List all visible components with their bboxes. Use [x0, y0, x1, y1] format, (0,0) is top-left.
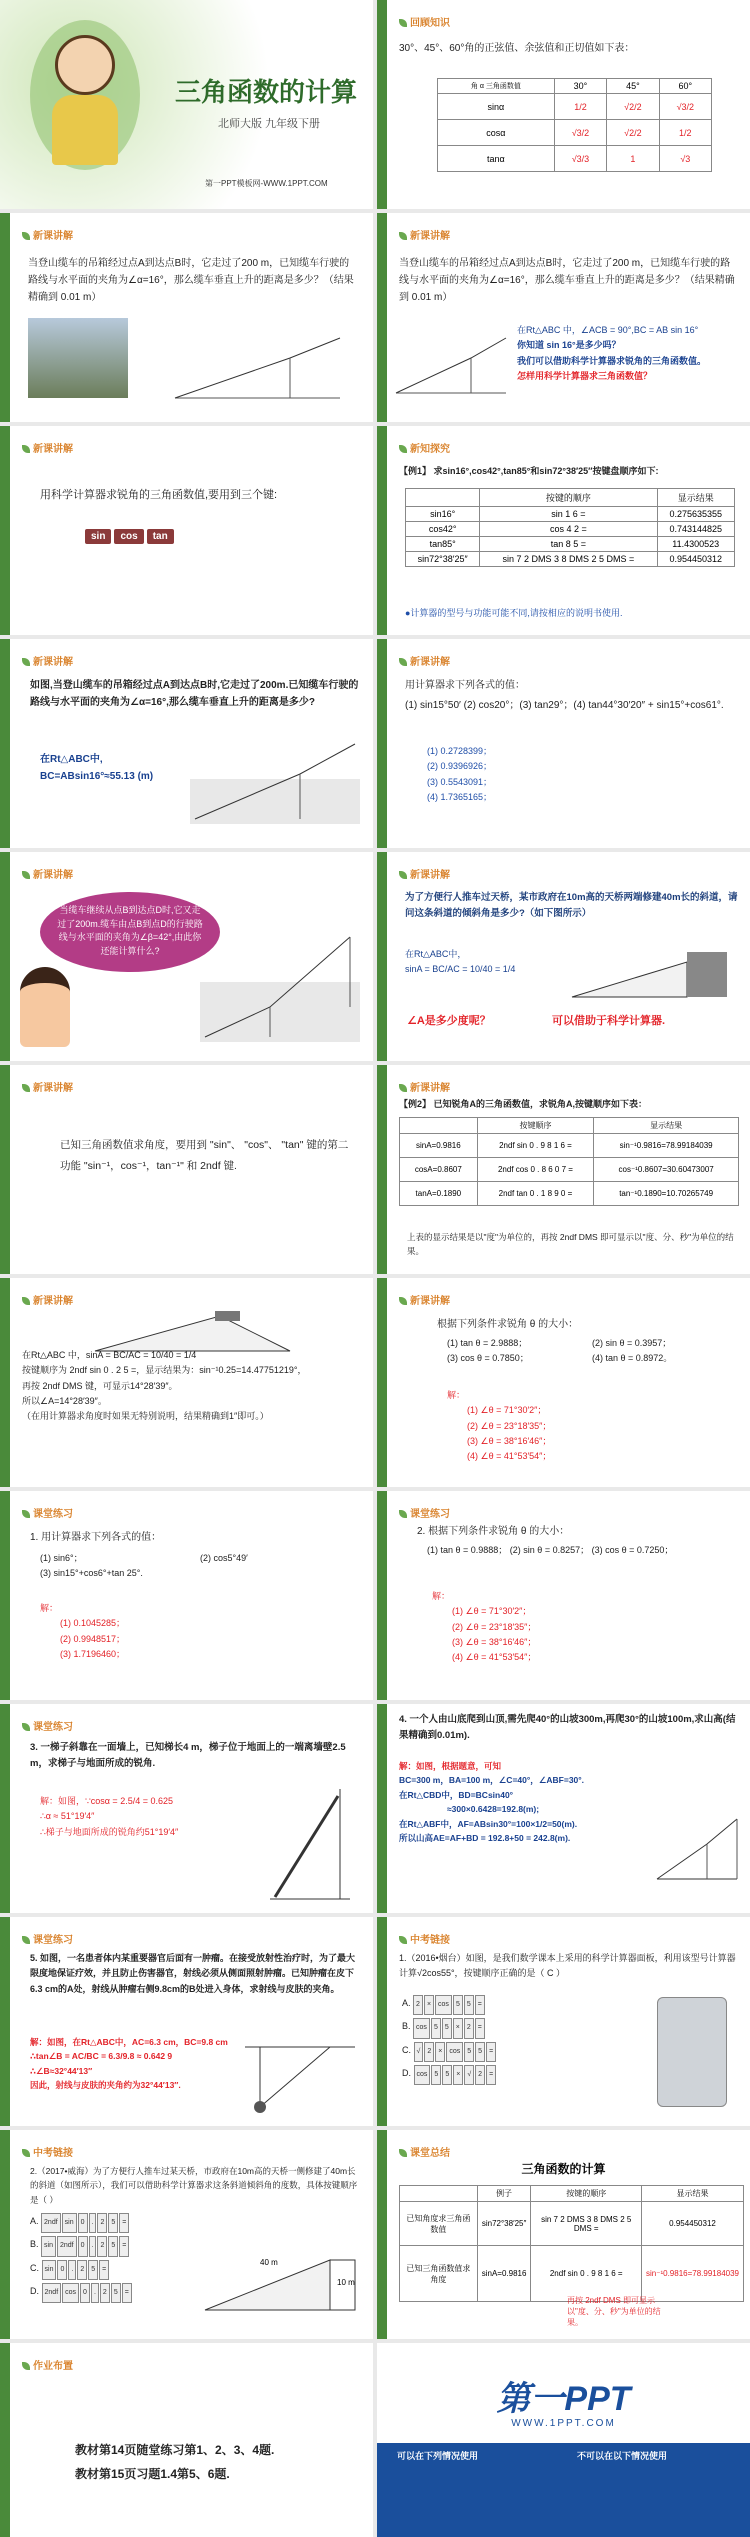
can-use-heading: 可以在下列情况使用: [397, 2451, 479, 2461]
homework-item: 教材第14页随堂练习第1、2、3、4题.: [75, 2443, 275, 2457]
slide-header: 新课讲解: [22, 227, 73, 242]
table-cell: sin 1 6 =: [480, 507, 657, 522]
question-item: (3) sin15°+cos6°+tan 25°.: [40, 1568, 143, 1579]
col-header: 例子: [477, 2186, 531, 2202]
ramp-diagram: [200, 2230, 360, 2320]
cable-diagram: [190, 734, 360, 824]
answer-line: BC=ABsin16°≈55.13 (m): [40, 771, 154, 782]
slide-sidebar: [0, 1917, 10, 2126]
answer-block: [447, 1388, 707, 1464]
answer-block: [22, 1348, 367, 1424]
slide-calc-exercise: [377, 639, 750, 848]
col-header: 按键的顺序: [531, 2186, 642, 2202]
boy-body: [52, 95, 118, 165]
review-intro: 30°、45°、60°角的正弦值、余弦值和正切值如下表：: [399, 43, 635, 54]
ramp-length-label: 40 m: [260, 2258, 278, 2267]
table-cell: √2/2: [607, 94, 659, 120]
answer-line: 在Rt△ABC中,: [40, 754, 103, 765]
slide-header: 新课讲解: [22, 653, 73, 668]
question-item: (1) sin6°；: [40, 1553, 83, 1563]
slide-sidebar: [377, 639, 387, 848]
slide-sidebar: [0, 426, 10, 635]
table-cell: 2ndf cos 0 . 8 6 0 7 =: [477, 1158, 594, 1182]
table-cell: cosA=0.8607: [400, 1158, 478, 1182]
table-cell: tanA=0.1890: [400, 1182, 478, 1206]
answer-line: 在Rt△ABC 中，sinA = BC/AC = 10/40 = 1/4: [22, 1350, 197, 1360]
table-cell: 11.4300523: [657, 537, 735, 552]
slide-header: 新课讲解: [22, 1079, 73, 1094]
answer-line: (3) 0.5543091；: [427, 776, 493, 787]
leaf-icon: [399, 1084, 407, 1092]
slide-sidebar: [377, 1065, 387, 1274]
exercise-title: 1. 用计算器求下列各式的值：: [30, 1532, 162, 1543]
table-cell: sin72°38′25″: [406, 552, 480, 567]
slide-branding: [377, 2343, 750, 2537]
answer-block: [427, 744, 627, 805]
slide-header: 新课讲解: [399, 866, 450, 881]
exercise-questions: [447, 1336, 737, 1367]
slide-sidebar: [0, 213, 10, 422]
leaf-icon: [399, 1510, 407, 1518]
answer-label: 解：: [447, 1390, 466, 1400]
leaf-icon: [22, 1297, 30, 1305]
slide-cable-car: [0, 213, 373, 422]
answer-line: (2) 0.9396926；: [427, 761, 493, 772]
slide-sidebar: [377, 213, 387, 422]
answer-line: 你知道 sin 16°是多少吗？: [517, 340, 621, 351]
option-d: D. cos 5 5 × √ 2 =: [402, 2062, 642, 2085]
slide-sidebar: [377, 1491, 387, 1700]
slide-example1: [377, 426, 750, 635]
slide-cover: [0, 0, 373, 209]
col-header: 60°: [659, 79, 711, 94]
col-header: [406, 489, 480, 507]
slide-sidebar: [0, 2130, 10, 2339]
col-header: 30°: [554, 79, 606, 94]
slide-sidebar: [377, 1704, 387, 1913]
table-cell: √3: [659, 146, 711, 172]
table-cell: √3/3: [554, 146, 606, 172]
option-a: A. 2ndf sin 0 . 2 5 =: [30, 2210, 210, 2233]
col-header: 按键顺序: [477, 1118, 594, 1134]
leaf-icon: [399, 19, 407, 27]
ladder-diagram: [260, 1784, 360, 1904]
table-cell: sin 7 2 DMS 3 8 DMS 2 5 DMS =: [480, 552, 657, 567]
question-text: 可以借助于科学计算器.: [552, 1015, 666, 1027]
question-item: (4) tan θ = 0.8972。: [592, 1353, 673, 1364]
summary-note: 再按 2ndf DMS 即可显示以"度、分、秒"为单位的结果。: [567, 2296, 661, 2327]
problem-text: 为了方便行人推车过天桥，某市政府在10m高的天桥两端修建40m长的斜道，请问这条斜道的倾斜角是多少?（如下图所示）: [405, 892, 738, 920]
slide-sidebar: [0, 1065, 10, 1274]
answer-line: sinA = BC/AC = 10/40 = 1/4: [405, 964, 516, 975]
brand-url: WWW.1PPT.COM: [511, 2418, 616, 2429]
homework-list: [75, 2438, 365, 2486]
slide-header: 作业布置: [22, 2357, 73, 2372]
answer-line: 怎样用科学计算器求三角函数值？: [517, 370, 653, 381]
row-header: cosα: [438, 120, 555, 146]
answer-line: (1) ∠θ = 71°30′2″；: [452, 1606, 532, 1617]
example-title: 【例2】 已知锐角A的三角函数值，求锐角A,按键顺序如下表：: [399, 1099, 648, 1109]
slide-header: 新课讲解: [399, 1292, 450, 1307]
speech-bubble: 当缆车继续从点B到达点D时,它又走过了200m.缆车由点B到点D的行驶路线与水平面的夹角为∠β=42°,由此你还能计算什么?: [40, 892, 220, 972]
slide-ramp-solution: [0, 1278, 373, 1487]
answer-line: 按键顺序为 2ndf sin 0 . 2 5 =，显示结果为：sin⁻¹0.25=14.47751219°，: [22, 1365, 307, 1376]
answer-block: [399, 1759, 659, 1846]
slide-header: 新课讲解: [399, 653, 450, 668]
slide-sidebar: [377, 1278, 387, 1487]
table-cell: sin⁻¹0.9816=78.99184039: [594, 1134, 739, 1158]
slide-sidebar: [377, 852, 387, 1061]
cover-title: 三角函数的计算: [175, 77, 358, 107]
key-row: [85, 526, 177, 544]
slide-angle-exercise: [377, 1278, 750, 1487]
slide-summary: [377, 2130, 750, 2339]
leaf-icon: [22, 2362, 30, 2370]
cable-diagram: [391, 328, 511, 398]
slide-ladder: [0, 1704, 373, 1913]
answer-line: (2) 0.9948517；: [60, 1633, 126, 1644]
slide-sidebar: [377, 0, 387, 209]
answer-line: 我们可以借助科学计算器求锐角的三角函数值。: [517, 355, 707, 366]
table-cell: tan85°: [406, 537, 480, 552]
answer-line: ∴tan∠B = AC/BC = 6.3/9.8 ≈ 0.642 9: [30, 2051, 173, 2062]
example-note: 上表的显示结果是以"度"为单位的，再按 2ndf DMS 即可显示以"度、分、秒"为单位的结果。: [407, 1232, 734, 1257]
exercise-questions: (1) tan θ = 0.9888； (2) sin θ = 0.8257； (3) cos θ = 0.7250；: [427, 1545, 674, 1555]
problem-text: 5. 如图，一名患者体内某重要器官后面有一肿瘤。在接受放射性治疗时，为了最大限度地保证疗效，并且防止伤害器官，射线必须从侧面照射肿瘤。已知肿瘤在皮下6.3 cm的A处，射线从肿瘤右侧9.8cm的B处进入身体，求射线与皮肤的夹角。: [30, 1953, 356, 1994]
answer-line: BC=300 m，BA=100 m，∠C=40°，∠ABF=30°.: [399, 1775, 585, 1786]
leaf-icon: [399, 1297, 407, 1305]
answer-line: (1) 0.2728399；: [427, 746, 493, 756]
leaf-icon: [399, 2149, 407, 2157]
option-c: C. √ 2 × cos 5 5 =: [402, 2039, 642, 2062]
table-cell: 0.275635355: [657, 507, 735, 522]
answer-block: [30, 2035, 230, 2093]
inverse-text: 已知三角函数值求角度，要用到 "sin"、 "cos"、 "tan" 键的第二功能 "sin⁻¹，cos⁻¹，tan⁻¹" 和 2ndf 键.: [60, 1139, 349, 1172]
slide-header: 回顾知识: [399, 14, 450, 29]
answer-line: 解：如图，在Rt△ABC中，AC=6.3 cm，BC=9.8 cm: [30, 2037, 228, 2047]
slide-cable-question: [377, 213, 750, 422]
answer-line: （在用计算器求角度时如果无特别说明，结果精确到1″即可。）: [22, 1411, 269, 1422]
table-cell: 0.954450312: [657, 552, 735, 567]
answer-block: [432, 1589, 692, 1665]
leaf-icon: [22, 1723, 30, 1731]
slide-header: 新课讲解: [399, 227, 450, 242]
answer-line: ∴梯子与地面所成的锐角约51°19′4″: [40, 1826, 179, 1837]
table-cell: 已知三角函数值求角度: [400, 2246, 478, 2302]
leaf-icon: [22, 445, 30, 453]
answer-line: 再按 2ndf DMS 键，可显示14°28′39″。: [22, 1380, 178, 1391]
col-header: 显示结果: [642, 2186, 744, 2202]
brand-logo: 第一PPT: [496, 2380, 631, 2418]
slide-continue: [0, 852, 373, 1061]
row-header: tanα: [438, 146, 555, 172]
table-cell: 1/2: [554, 94, 606, 120]
col-header: [400, 1118, 478, 1134]
table-cell: 已知角度求三角函数值: [400, 2202, 478, 2246]
slide-header: 新课讲解: [22, 866, 73, 881]
slide-sidebar: [0, 852, 10, 1061]
tumor-diagram: [240, 2027, 360, 2117]
option-a: A. 2 × cos 5 5 =: [402, 1992, 642, 2015]
boy-illustration: [55, 35, 115, 95]
answer-line: 因此，射线与皮肤的夹角约为32°44′13″.: [30, 2080, 181, 2091]
leaf-icon: [399, 232, 407, 240]
summary-title: 三角函数的计算: [521, 2162, 606, 2176]
answer-block: [40, 751, 190, 785]
leaf-icon: [22, 2149, 30, 2157]
cable-car-photo: [28, 318, 128, 398]
cover-site: 第一PPT模板网-WWW.1PPT.COM: [205, 179, 328, 188]
girl-illustration: [20, 967, 70, 1047]
exercise-title: 2. 根据下列条件求锐角 θ 的大小：: [417, 1526, 570, 1537]
col-header: 显示结果: [657, 489, 735, 507]
answer-line: (4) ∠θ = 41°53′54″；: [467, 1451, 552, 1462]
slide-header: 课堂总结: [399, 2144, 450, 2159]
slide-header: 中考链接: [22, 2144, 73, 2159]
slide-sidebar: [0, 639, 10, 848]
leaf-icon: [22, 871, 30, 879]
slide-practice1: [0, 1491, 373, 1700]
answer-block: [405, 947, 555, 978]
problem-text: 3. 一梯子斜靠在一面墙上，已知梯长4 m，梯子位于地面上的一端离墙壁2.5 m，求梯子与地面所成的锐角.: [30, 1742, 346, 1770]
leaf-icon: [399, 658, 407, 666]
problem-text: 1.（2016•烟台）如图，是我们数学课本上采用的科学计算器面板，利用该型号计算器计算√2cos55°，按键顺序正确的是（ C ）: [399, 1953, 736, 1979]
problem-text: 当登山缆车的吊箱经过点A到达点B时，它走过了200 m，已知缆车行驶的路线与水平面的夹角为∠α=16°，那么缆车垂直上升的距离是多少？（结果精确到 0.01 m）: [28, 258, 354, 303]
table-cell: sin72°38′25″: [477, 2202, 531, 2246]
option-d: D. 2ndf cos 0 . 2 5 =: [30, 2280, 210, 2303]
slide-ramp: [377, 852, 750, 1061]
leaf-icon: [22, 1084, 30, 1092]
leaf-icon: [399, 1936, 407, 1944]
example-note: ●计算器的型号与功能可能不同,请按相应的说明书使用.: [405, 608, 623, 618]
answer-line: (4) 1.7365165；: [427, 791, 493, 802]
options-block: [30, 2210, 210, 2304]
tan-key: tan: [147, 529, 174, 544]
table-cell: sin⁻¹0.9816=78.99184039: [642, 2246, 744, 2302]
table-cell: tan 8 5 =: [480, 537, 657, 552]
answer-line: (3) 1.7196460；: [60, 1648, 126, 1659]
table-cell: √2/2: [607, 120, 659, 146]
ramp-diagram: [567, 942, 737, 1002]
exercise-title: 用计算器求下列各式的值：: [405, 680, 525, 691]
slide-example2: [377, 1065, 750, 1274]
table-cell: 2ndf tan 0 . 1 8 9 0 =: [477, 1182, 594, 1206]
slide-inverse-keys: [0, 1065, 373, 1274]
slide-sidebar: [377, 1917, 387, 2126]
slide-header: 新课讲解: [399, 1079, 450, 1094]
example-title: 【例1】 求sin16°,cos42°,tan85°和sin72°38′25″按键盘顺序如下:: [399, 466, 659, 476]
col-header: 45°: [607, 79, 659, 94]
slide-exam1: [377, 1917, 750, 2126]
answer-line: 在Rt△CBD中，BD=BCsin40°: [399, 1789, 514, 1800]
answer-block: [517, 323, 742, 384]
option-b: B. cos 5 5 × 2 =: [402, 2015, 642, 2038]
answer-line: 所以∠A=14°28′39″。: [22, 1395, 107, 1406]
slide-sidebar: [0, 2343, 10, 2537]
table-cell: sin 7 2 DMS 3 8 DMS 2 5 DMS =: [531, 2202, 642, 2246]
answer-line: (2) ∠θ = 23°18′35″；: [467, 1420, 552, 1431]
answer-line: ∴α ≈ 51°19′4″: [40, 1811, 95, 1822]
answer-line: (3) ∠θ = 38°16′46″；: [467, 1435, 552, 1446]
problem-text: 如图,当登山缆车的吊箱经过点A到达点B时,它走过了200m.已知缆车行驶的路线与水平面的夹角为∠α=16°,那么缆车垂直上升的距离是多少?: [30, 680, 359, 708]
leaf-icon: [22, 232, 30, 240]
slide-practice2: [377, 1491, 750, 1700]
option-c: C. sin 0 . 2 5 =: [30, 2257, 210, 2280]
answer-block: [40, 1601, 300, 1662]
answer-line: ∴∠B≈32°44′13″: [30, 2065, 93, 2076]
table-cell: 2ndf sin 0 . 9 8 1 6 =: [531, 2246, 642, 2302]
exercise-questions: [40, 1551, 360, 1582]
slide-header: 课堂练习: [22, 1931, 73, 1946]
slide-homework: [0, 2343, 373, 2537]
exercise-title: 根据下列条件求锐角 θ 的大小：: [437, 1319, 579, 1330]
footer-bar: [377, 2443, 750, 2537]
cable-diagram: [200, 922, 360, 1042]
answer-line: (3) ∠θ = 38°16′46″；: [452, 1636, 537, 1647]
slide-cable-solution: [0, 639, 373, 848]
problem-text: 4. 一个人由山底爬到山顶,需先爬40°的山坡300m,再爬30°的山坡100m,求山高(结果精确到0.01m).: [399, 1714, 736, 1742]
table-cell: 2ndf sin 0 . 9 8 1 6 =: [477, 1134, 594, 1158]
problem-text: 当登山缆车的吊箱经过点A到达点B时，它走过了200 m，已知缆车行驶的路线与水平面的夹角为∠α=16°，那么缆车垂直上升的距离是多少？（结果精确到 0.01 m）: [399, 258, 735, 303]
table-cell: 1: [607, 146, 659, 172]
col-header: 按键的顺序: [480, 489, 657, 507]
answer-line: (1) ∠θ = 71°30′2″；: [467, 1405, 547, 1416]
keys-intro: 用科学计算器求锐角的三角函数值,要用到三个键:: [40, 489, 278, 501]
table-cell: cos⁻¹0.8607=30.60473007: [594, 1158, 739, 1182]
options-block: [402, 1992, 642, 2086]
slide-header: 新知探究: [399, 440, 450, 455]
sin-key: sin: [85, 529, 111, 544]
slide-tumor: [0, 1917, 373, 2126]
answer-line: 在Rt△ABF中，AF=ABsin30°=100×1/2=50(m).: [399, 1818, 578, 1829]
question-text: ∠A是多少度呢？: [407, 1015, 491, 1027]
table-cell: 1/2: [659, 120, 711, 146]
answer-label: 解：: [432, 1591, 451, 1601]
answer-line: (1) 0.1045285；: [60, 1618, 126, 1629]
answer-line: (2) ∠θ = 23°18′35″；: [452, 1621, 537, 1632]
slide-sidebar: [377, 426, 387, 635]
homework-item: 教材第15页习题1.4第5、6题.: [75, 2467, 230, 2481]
example-table: [405, 488, 735, 567]
mountain-diagram: [652, 1814, 742, 1884]
question-item: (2) sin θ = 0.3957；: [592, 1338, 672, 1348]
leaf-icon: [399, 445, 407, 453]
calculator-image: [657, 1997, 727, 2107]
answer-block: [40, 1794, 250, 1840]
answer-line: 所以山高AE=AF+BD = 192.8+50 = 242.8(m).: [399, 1833, 571, 1844]
answer-line: 解：如图，根据题意，可知: [399, 1761, 502, 1771]
answer-line: ≈300×0.6428=192.8(m);: [447, 1804, 540, 1815]
example-table: [399, 1117, 739, 1206]
slide-keys: [0, 426, 373, 635]
answer-line: 解：如图，∵cosα = 2.5/4 = 0.625: [40, 1796, 173, 1806]
cos-key: cos: [114, 529, 143, 544]
row-header: sinα: [438, 94, 555, 120]
table-cell: sinA=0.9816: [400, 1134, 478, 1158]
leaf-icon: [22, 1936, 30, 1944]
table-corner: 角 α 三角函数值: [438, 79, 555, 94]
slide-mountain: [377, 1704, 750, 1913]
table-cell: cos 4 2 =: [480, 522, 657, 537]
answer-line: 在Rt△ABC中，: [405, 949, 467, 959]
slide-header: 课堂练习: [22, 1718, 73, 1733]
table-cell: sinA=0.9816: [477, 2246, 531, 2302]
col-header: [400, 2186, 478, 2202]
leaf-icon: [22, 1510, 30, 1518]
table-cell: tan⁻¹0.1890=10.70265749: [594, 1182, 739, 1206]
table-cell: 0.743144825: [657, 522, 735, 537]
ramp-height-label: 10 m: [337, 2278, 355, 2287]
table-cell: √3/2: [659, 94, 711, 120]
question-item: (1) tan θ = 2.9888；: [447, 1338, 528, 1348]
slide-header: 新课讲解: [22, 1292, 73, 1307]
table-cell: sin16°: [406, 507, 480, 522]
slide-header: 中考链接: [399, 1931, 450, 1946]
slide-sidebar: [0, 1704, 10, 1913]
answer-line: 在Rt△ABC 中，∠ACB = 90°,BC = AB sin 16°: [517, 325, 699, 335]
review-table: [437, 78, 712, 172]
slide-review: [377, 0, 750, 209]
answer-label: 解：: [40, 1603, 59, 1613]
slide-sidebar: [0, 1491, 10, 1700]
slide-exam2: [0, 2130, 373, 2339]
slide-header: 课堂练习: [399, 1505, 450, 1520]
option-b: B. sin 2ndf 0 . 2 5 =: [30, 2233, 210, 2256]
col-header: 显示结果: [594, 1118, 739, 1134]
problem-text: 2.（2017•威海）为了方便行人推车过某天桥，市政府在10m高的天桥一侧修建了40m长的斜道（如图所示），我们可以借助科学计算器求这条斜道倾斜角的度数，具体按键顺序是（ ）: [30, 2166, 358, 2205]
slide-sidebar: [0, 1278, 10, 1487]
question-item: (3) cos θ = 0.7850；: [447, 1353, 529, 1364]
answer-line: (4) ∠θ = 41°53′54″；: [452, 1652, 537, 1663]
table-cell: 0.954450312: [642, 2202, 744, 2246]
cable-diagram: [170, 333, 350, 403]
cannot-use-heading: 不可以在以下情况使用: [577, 2451, 668, 2461]
leaf-icon: [22, 658, 30, 666]
exercise-questions: (1) sin15°50′ (2) cos20°；(3) tan29°；(4) tan44°30′20″ + sin15°+cos61°.: [405, 700, 724, 711]
table-cell: √3/2: [554, 120, 606, 146]
question-item: (2) cos5°49′: [200, 1553, 248, 1563]
cover-subtitle: 北师大版 九年级下册: [218, 118, 321, 130]
table-cell: cos42°: [406, 522, 480, 537]
leaf-icon: [399, 871, 407, 879]
summary-table: [399, 2185, 744, 2302]
slide-header: 课堂练习: [22, 1505, 73, 1520]
slide-header: 新课讲解: [22, 440, 73, 455]
